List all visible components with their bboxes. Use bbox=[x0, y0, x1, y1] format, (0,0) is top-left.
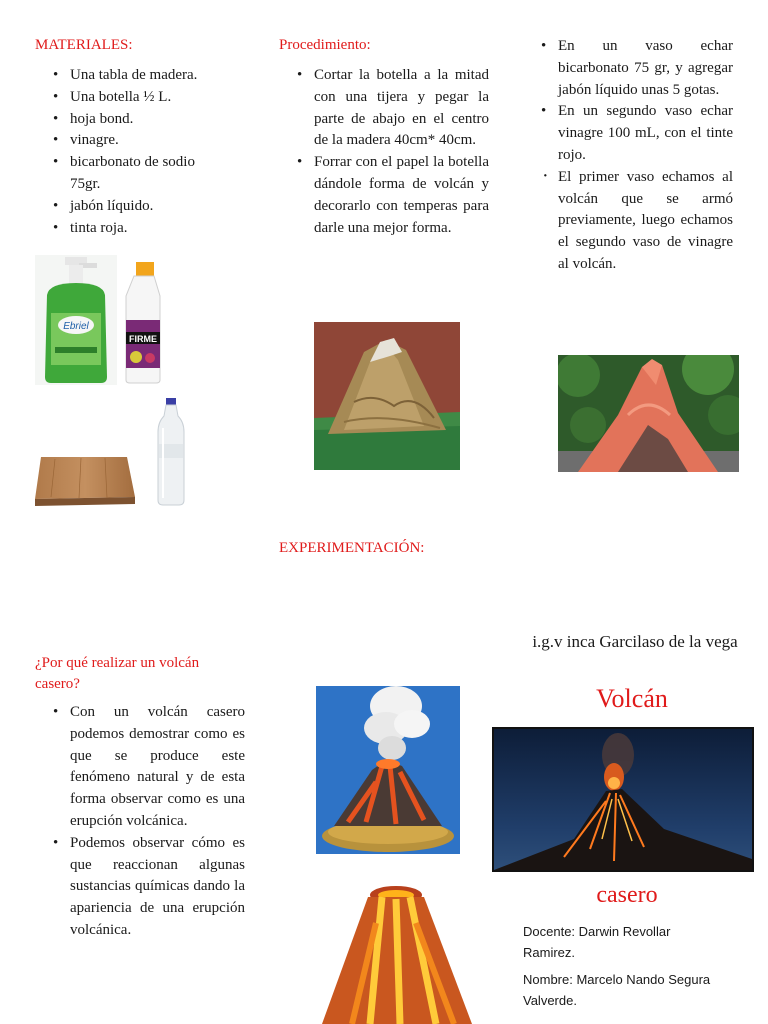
paper-volcano-image bbox=[314, 322, 460, 470]
list-item: • En un vaso echar bicarbonato 75 gr, y agregar jabón líquido unas 5 gotas. bbox=[558, 36, 733, 101]
list-item: • Podemos observar cómo es que reaccionan algunas sustancias químicas dando la apariencia de una erupción volcánica. bbox=[70, 833, 245, 942]
water-bottle-image bbox=[155, 398, 187, 506]
soap-bottle-image bbox=[35, 255, 117, 385]
orange-volcano-image bbox=[558, 355, 739, 472]
list-item: • tinta roja. bbox=[70, 218, 230, 240]
wooden-board-image bbox=[35, 453, 137, 506]
list-item: • vinagre. bbox=[70, 130, 230, 152]
nombre-text: Nombre: Marcelo Nando Segura Valverde. bbox=[523, 972, 711, 1008]
materiales-heading: MATERIALES: bbox=[35, 37, 133, 53]
list-item: • En un segundo vaso echar vinagre 100 mL, con el tinte rojo. bbox=[558, 101, 733, 166]
experimentacion-heading: EXPERIMENTACIÓN: bbox=[279, 540, 425, 556]
procedimiento-heading: Procedimiento: bbox=[279, 37, 371, 53]
paint-brand-label: FIRME bbox=[129, 334, 157, 344]
porque-list bbox=[70, 702, 245, 942]
materiales-list bbox=[70, 65, 230, 239]
cover-title-bottom: casero bbox=[596, 882, 658, 908]
pasos-list bbox=[558, 36, 733, 276]
list-item: • Con un volcán casero podemos demostrar como es que se produce este fenómeno natural y de esta forma observar como es una erupción volcánica. bbox=[70, 702, 245, 833]
lava-volcano-image bbox=[312, 883, 488, 1024]
list-item: • hoja bond. bbox=[70, 109, 230, 131]
list-item: • Una botella ½ L. bbox=[70, 87, 230, 109]
list-item: • Forrar con el papel la botella dándole forma de volcán y decorarlo con temperas para darle una mejor forma. bbox=[314, 152, 489, 239]
cover-title-top: Volcán bbox=[596, 684, 668, 713]
list-item: • Una tabla de madera. bbox=[70, 65, 230, 87]
list-item: • jabón líquido. bbox=[70, 196, 230, 218]
list-item: · El primer vaso echamos al volcán que se armó previamente, luego echamos el segundo vaso de vinagre al volcán. bbox=[558, 167, 733, 276]
paint-bottle-image bbox=[120, 262, 168, 384]
porque-heading: ¿Por qué realizar un volcán casero? bbox=[35, 655, 200, 692]
school-name: i.g.v inca Garcilaso de la vega bbox=[532, 632, 738, 651]
procedimiento-list bbox=[314, 65, 489, 239]
list-item: • bicarbonato de sodio 75gr. bbox=[70, 152, 220, 196]
erupting-volcano-photo bbox=[492, 727, 754, 872]
smoking-volcano-image bbox=[316, 686, 460, 854]
list-item: • Cortar la botella a la mitad con una tijera y pegar la parte de abajo en el centro de la madera 40cm* 40cm. bbox=[314, 65, 489, 152]
soap-brand-label: Ebriel bbox=[63, 321, 89, 332]
docente-text: Docente: Darwin Revollar Ramirez. bbox=[523, 924, 671, 960]
